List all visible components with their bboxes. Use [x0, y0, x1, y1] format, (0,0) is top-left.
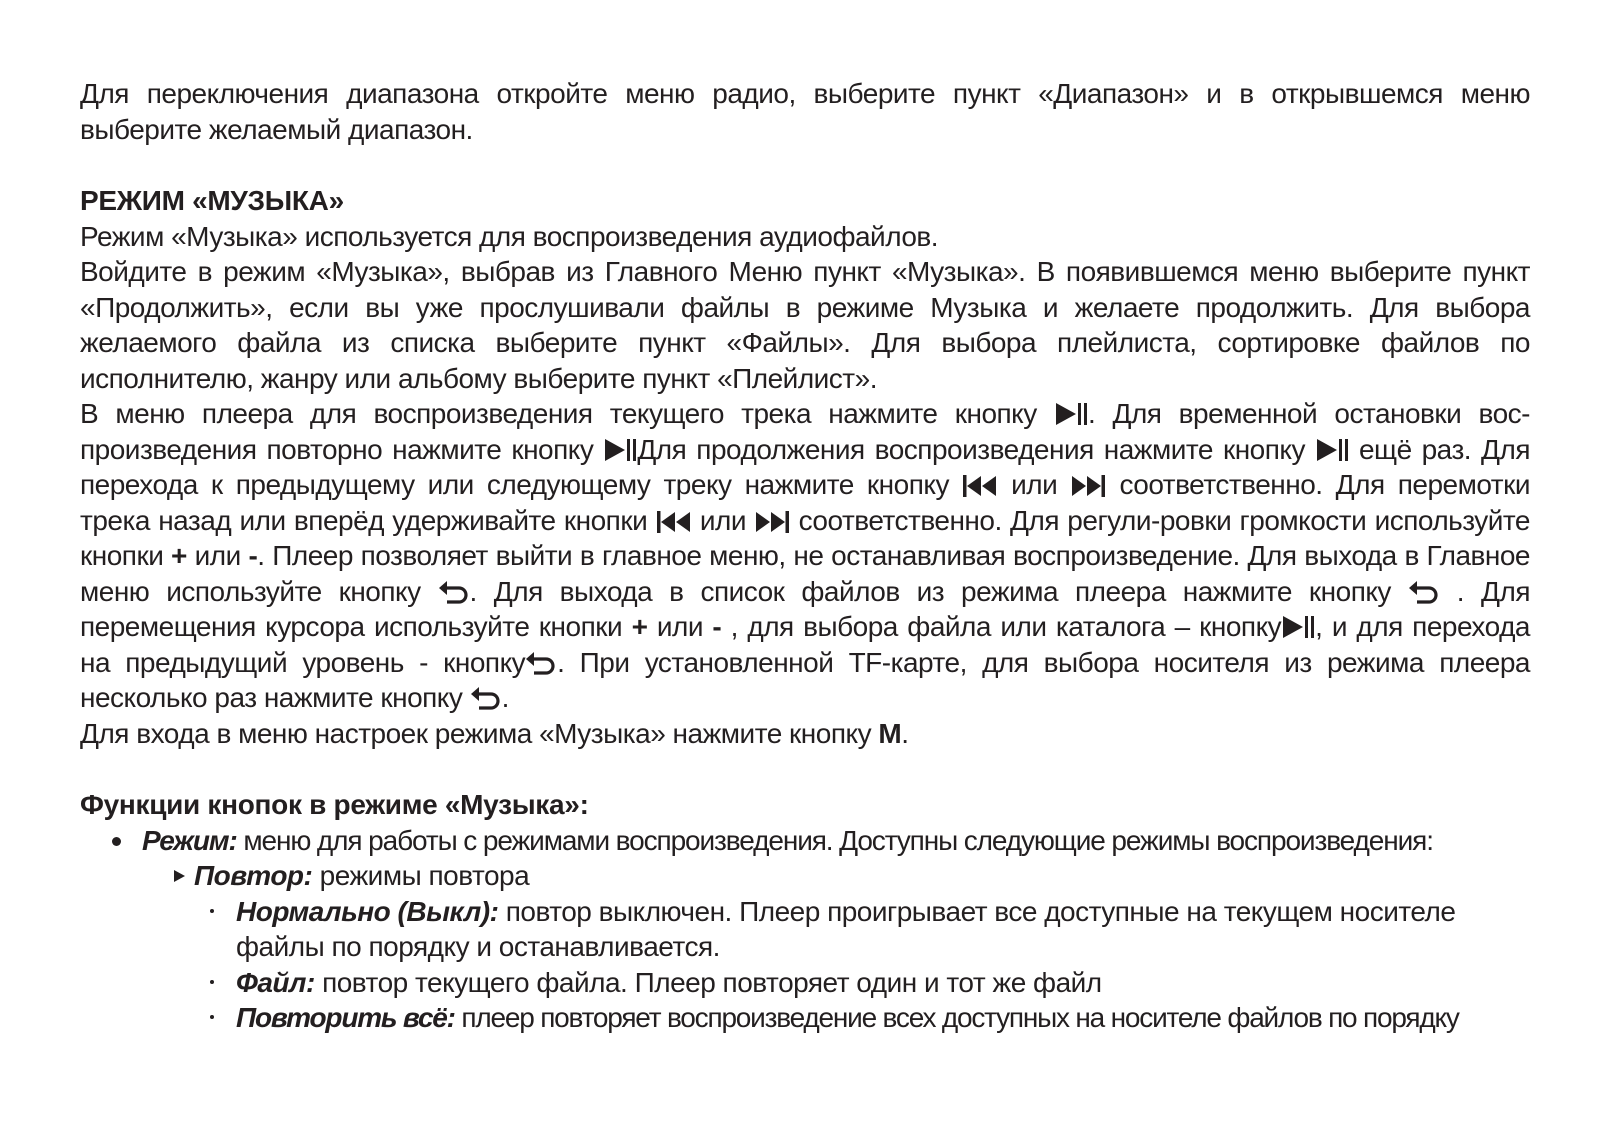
text-segment: В меню плеера для воспроизведения текущего трека нажмите кнопку	[80, 398, 1037, 429]
menu-key: М	[878, 717, 902, 749]
plus-key: +	[171, 540, 187, 571]
text-segment: соответственно. Для регули-ровки громкости используйте кнопки	[80, 504, 1531, 571]
settings-paragraph	[80, 716, 1530, 752]
spacer	[80, 751, 1530, 787]
music-mode-enter-paragraph: Войдите в режим «Музыка», выбрав из Главного Меню пункт «Музыка». В появившемся меню выберите пункт «Продолжить», если вы уже прослушивали файлы в режиме Музыка и желаете продолжить. Для выбора желаемого файла из списка выберите пункт «Файлы». Для выбора плейлиста, сортировке файлов по исполнителю, жанру или альбому выберите пункт «Плейлист».	[80, 256, 1530, 394]
text-segment: соответственно. Для перемотки трека назад или вперёд удерживайте кнопки	[80, 469, 1531, 536]
play-pause-icon	[1281, 614, 1315, 640]
music-mode-intro: Режим «Музыка» используется для воспроизведения аудиофайлов.	[80, 220, 939, 252]
plus-key: +	[631, 611, 648, 642]
text-segment: Для продолжения воспроизведения нажмите кнопку	[637, 433, 1305, 465]
play-pause-icon	[1054, 401, 1088, 427]
back-return-icon	[525, 650, 557, 676]
text-segment: ещё раз. Для перехода к предыдущему или следующему треку нажмите кнопку	[80, 433, 1531, 500]
text-segment: , и для перехода на предыдущий уровень - кнопку	[80, 611, 1530, 678]
text-segment: . Плеер позволяет выйти в главное меню, не останавливая воспроизведение. Для выхода в Главное меню используйте кнопку	[80, 540, 1530, 607]
list-item-mode	[80, 823, 1530, 859]
bullet-small-dot-icon	[210, 909, 214, 913]
mode-text: меню для работы с режимами воспроизведения. Доступны следующие режимы воспроизведения:	[243, 824, 1433, 856]
bullet-triangle-icon	[174, 870, 185, 882]
minus-key: -	[712, 611, 722, 642]
list-item-file	[80, 965, 1530, 1001]
text-segment: . Для перемещения курсора используйте кнопки	[80, 575, 1530, 642]
option-text: повтор выключен. Плеер проигрывает все доступные на текущем носителе файлы по порядку и останавливается.	[236, 895, 1456, 962]
player-controls-paragraph	[80, 396, 1530, 716]
repeat-text: режимы повтора	[319, 860, 530, 891]
option-label: Нормально (Выкл):	[236, 895, 499, 927]
text-segment: . Для выхода в список файлов из режима плеера нажмите кнопку	[469, 575, 1391, 607]
mode-label: Режим:	[142, 824, 237, 856]
settings-end: .	[901, 717, 909, 749]
text-segment: или	[656, 611, 703, 642]
list-item-repeat	[80, 858, 1530, 894]
radio-band-paragraph: Для переключения диапазона откройте меню радио, выберите пункт «Диапазон» и в открывшемся меню выберите желаемый диапазон.	[80, 78, 1530, 145]
option-text: повтор текущего файла. Плеер повторяет один и тот же файл	[322, 966, 1102, 998]
play-pause-icon	[603, 437, 637, 463]
spacer	[80, 147, 1530, 183]
repeat-label: Повтор:	[194, 860, 313, 891]
text-segment: .	[501, 682, 509, 713]
music-mode-heading: РЕЖИМ «МУЗЫКА»	[80, 185, 344, 216]
button-functions-heading: Функции кнопок в режиме «Музыка»:	[80, 789, 589, 820]
option-label: Файл:	[236, 966, 315, 998]
settings-text: Для входа в меню настроек режима «Музыка» нажмите кнопку	[80, 717, 872, 749]
bullet-small-dot-icon	[210, 980, 214, 984]
next-track-icon	[754, 510, 790, 534]
functions-list	[80, 823, 1530, 1036]
back-return-icon	[1408, 579, 1440, 605]
option-text: плеер повторяет воспроизведение всех доступных на носителе файлов по порядку	[461, 1002, 1459, 1033]
back-return-icon	[470, 685, 502, 711]
back-return-icon	[438, 579, 470, 605]
bullet-small-dot-icon	[210, 1015, 214, 1019]
option-label: Повторить всё:	[236, 1002, 455, 1033]
previous-track-icon	[656, 510, 692, 534]
list-item-repeat-all	[80, 1000, 1530, 1036]
list-item-normal	[80, 894, 1530, 965]
text-segment: или	[194, 540, 241, 571]
play-pause-icon	[1315, 437, 1349, 463]
text-segment: . При установленной TF-карте, для выбора носителя из режима плеера несколько раз нажмите кнопку	[80, 646, 1531, 713]
minus-key: -	[248, 540, 258, 571]
previous-track-icon	[962, 474, 998, 498]
next-track-icon	[1070, 474, 1106, 498]
text-segment: или	[699, 504, 746, 536]
text-segment: или	[1011, 469, 1058, 500]
bullet-dot-icon	[112, 837, 121, 846]
text-segment: , для выбора файла или каталога – кнопку	[730, 611, 1282, 642]
text-segment: . Для временной остановки вос-произведения повторно нажмите кнопку	[80, 398, 1531, 465]
